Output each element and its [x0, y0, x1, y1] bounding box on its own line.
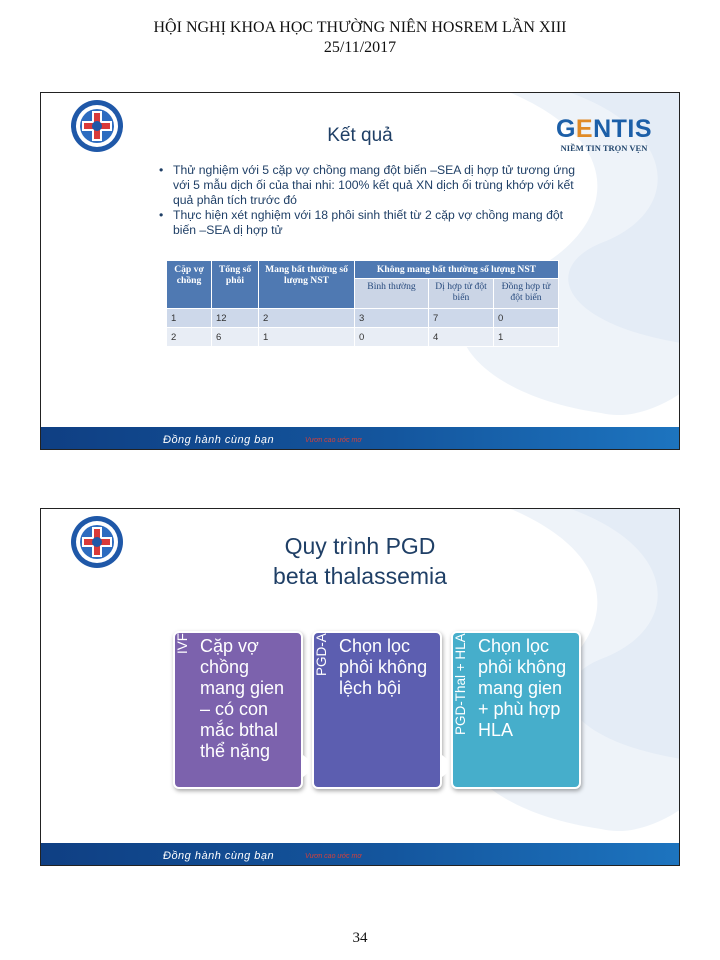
- gentis-logo: [549, 115, 659, 154]
- step-pgd-a: [312, 631, 442, 789]
- step-label: IVF: [175, 633, 190, 655]
- embryo-results-table: [166, 260, 559, 347]
- col-header-no-abnormal: Không mang bất thường số lượng NST: [355, 261, 559, 279]
- table-cell: 3: [355, 309, 429, 328]
- footer-tagline: Đồng hành cùng bạn: [163, 434, 275, 446]
- subheader-heterozygous: Dị hợp tử đột biến: [429, 279, 494, 309]
- gentis-wordmark: GENTIS: [555, 115, 653, 143]
- table-cell: 2: [259, 309, 355, 328]
- step-label: PGD-A: [314, 633, 329, 676]
- slide-pgd-process: [40, 508, 680, 866]
- step-ivf: [173, 631, 303, 789]
- bullet-item: • Thực hiện xét nghiệm với 18 phôi sinh thiết từ 2 cặp vợ chồng mang đột biến –SEA dị hợp tử: [159, 208, 579, 238]
- table-cell: 1: [494, 328, 559, 347]
- conference-title: HỘI NGHỊ KHOA HỌC THƯỜNG NIÊN HOSREM LẦN XIII: [153, 19, 567, 36]
- conference-date: 25/11/2017: [323, 39, 397, 56]
- gentis-tagline: NIỀM TIN TRỌN VẸN: [560, 143, 648, 153]
- table-cell: 0: [355, 328, 429, 347]
- slide-title-line1: Quy trình PGD: [284, 533, 436, 559]
- table-cell: 1: [167, 309, 212, 328]
- table-cell: 7: [429, 309, 494, 328]
- table-cell: 0: [494, 309, 559, 328]
- subheader-normal: Bình thường: [355, 279, 429, 309]
- col-header-couple: Cặp vợ chồng: [167, 261, 212, 309]
- slide-title: [41, 531, 679, 591]
- step-label: PGD-Thal + HLA: [453, 633, 468, 735]
- slide-title: Kết quả: [327, 125, 393, 146]
- footer-subtext: Vươn cao ước mơ: [305, 437, 362, 444]
- table-cell: 12: [212, 309, 259, 328]
- table-cell: 6: [212, 328, 259, 347]
- step-pgd-thal-hla: [451, 631, 581, 789]
- slide-results: [40, 92, 680, 450]
- step-text: Cặp vợ chồng mang gien – có con mắc bthal thể nặng: [200, 636, 285, 761]
- step-text: Chọn lọc phôi không mang gien + phù hợp HLA: [478, 636, 567, 740]
- page-number: 34: [352, 930, 368, 946]
- bullet-item: • Thử nghiệm với 5 cặp vợ chồng mang đột biến –SEA dị hợp tử tương ứng với 5 mẫu dịch ối của thai nhi: 100% kết quả XN dịch ối trùng khớp với kết quả phân tích trước đó: [159, 163, 579, 208]
- footer-subtext: Vươn cao ước mơ: [305, 853, 362, 860]
- step-text: Chọn lọc phôi không lệch bội: [339, 636, 428, 698]
- results-bullet-list: [159, 163, 579, 238]
- table-cell: 4: [429, 328, 494, 347]
- footer-tagline: Đồng hành cùng bạn: [163, 850, 275, 862]
- table-row: [167, 328, 559, 347]
- table-cell: 2: [167, 328, 212, 347]
- col-header-total-embryos: Tổng số phôi: [212, 261, 259, 309]
- table-cell: 1: [259, 328, 355, 347]
- page-header: [0, 18, 720, 58]
- table-row: [167, 309, 559, 328]
- col-header-abnormal: Mang bất thường số lượng NST: [259, 261, 355, 309]
- pgd-process-diagram: [171, 627, 587, 795]
- slide-title-line2: beta thalassemia: [273, 563, 447, 589]
- subheader-homozygous: Đồng hợp tử đột biến: [494, 279, 559, 309]
